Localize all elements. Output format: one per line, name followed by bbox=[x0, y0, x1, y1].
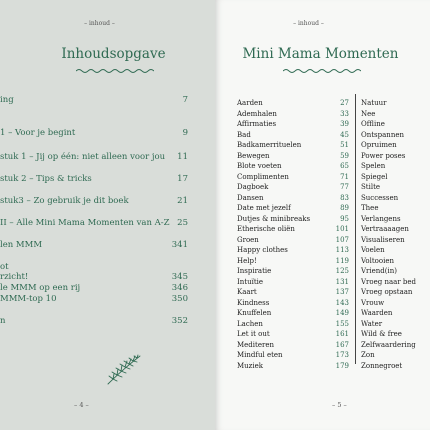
moment-entry[interactable] bbox=[237, 109, 349, 120]
moment-page: 95 bbox=[340, 214, 349, 223]
moment-word: Mediteren bbox=[237, 340, 274, 349]
column-divider bbox=[355, 94, 356, 364]
toc-entry-text: le MMM op een rij bbox=[0, 283, 81, 293]
moment-word: Complimenten bbox=[237, 172, 289, 181]
moment-word: Dansen bbox=[237, 193, 264, 202]
moment-page: 89 bbox=[340, 204, 349, 212]
toc-entry-page: 7 bbox=[182, 95, 188, 105]
toc-entry-text: 1 – Voor je begint bbox=[0, 128, 76, 138]
moment-page: 101 bbox=[335, 225, 349, 233]
moment-entry[interactable]: Vriend(in) bbox=[361, 267, 397, 275]
moment-entry[interactable]: Power poses bbox=[361, 151, 406, 160]
toc-entry-text: ing bbox=[0, 95, 14, 105]
moment-word: Bewegen bbox=[237, 151, 270, 160]
moment-page: 173 bbox=[335, 351, 349, 359]
moment-word: Dutjes & minibreaks bbox=[237, 214, 311, 223]
moment-page: 167 bbox=[335, 340, 349, 349]
moment-entry[interactable] bbox=[237, 319, 349, 330]
moment-page: 149 bbox=[335, 309, 349, 317]
moment-entry[interactable] bbox=[237, 193, 349, 204]
moment-word: Bad bbox=[237, 130, 251, 139]
wave-ornament-icon bbox=[76, 68, 154, 74]
moment-page: 119 bbox=[335, 256, 349, 265]
moment-page: 83 bbox=[340, 193, 349, 202]
moments-list-b bbox=[361, 98, 430, 371]
moment-entry[interactable] bbox=[237, 287, 349, 298]
moment-entry[interactable] bbox=[237, 130, 349, 141]
moment-entry[interactable]: Vroeg opstaan bbox=[361, 288, 413, 296]
moment-entry[interactable]: Ontspannen bbox=[361, 130, 404, 139]
moment-entry[interactable]: Zon bbox=[361, 351, 375, 359]
toc-entry-page: 350 bbox=[171, 294, 188, 304]
moment-entry[interactable] bbox=[237, 98, 349, 109]
moment-entry[interactable]: Wild & free bbox=[361, 330, 402, 338]
moment-word: Aarden bbox=[237, 99, 263, 107]
moment-entry[interactable] bbox=[237, 119, 349, 130]
moment-word: Lachen bbox=[237, 319, 263, 328]
moment-word: Happy clothes bbox=[237, 246, 288, 254]
moment-page: 131 bbox=[335, 277, 349, 286]
moment-entry[interactable]: Zonnegroet bbox=[361, 361, 403, 370]
moment-page: 161 bbox=[335, 330, 349, 338]
moment-entry[interactable]: Successen bbox=[361, 193, 399, 202]
moment-word: Kaart bbox=[237, 288, 257, 296]
left-page-title: Inhoudsopgave bbox=[61, 46, 166, 62]
moment-entry[interactable]: Stilte bbox=[361, 183, 381, 191]
moments-list-a bbox=[237, 98, 349, 371]
moment-entry[interactable]: Vertraaaagen bbox=[361, 225, 409, 233]
toc-entry-text: ot bbox=[0, 262, 9, 272]
moment-entry[interactable] bbox=[237, 266, 349, 277]
moment-page: 77 bbox=[340, 183, 349, 191]
moment-word: Intuïtie bbox=[237, 277, 264, 286]
moment-entry[interactable] bbox=[237, 161, 349, 172]
toc-entry-text: len MMM bbox=[0, 240, 43, 250]
moment-entry[interactable]: Visualiseren bbox=[361, 235, 405, 244]
moment-entry[interactable]: Zelfwaardering bbox=[361, 340, 416, 349]
moment-page: 65 bbox=[340, 162, 349, 170]
moment-page: 143 bbox=[335, 298, 349, 307]
moment-entry[interactable]: Nee bbox=[361, 109, 376, 118]
left-running-head: – inhoud – bbox=[84, 20, 115, 27]
toc-entry-page: 9 bbox=[182, 128, 188, 138]
moment-page: 125 bbox=[335, 267, 349, 275]
moment-entry[interactable] bbox=[237, 340, 349, 351]
moment-word: Let it out bbox=[237, 330, 270, 338]
toc-entry-text: MMM-top 10 bbox=[0, 294, 57, 304]
moment-entry[interactable] bbox=[237, 172, 349, 183]
toc-entry-page: 21 bbox=[177, 196, 188, 206]
moment-page: 179 bbox=[335, 361, 349, 370]
moment-word: Date met jezelf bbox=[237, 204, 291, 212]
moment-entry[interactable]: Natuur bbox=[361, 99, 387, 107]
moment-entry[interactable]: Vroeg naar bed bbox=[361, 277, 416, 286]
toc-entry-page: 345 bbox=[171, 272, 188, 282]
moment-entry[interactable]: Opruimen bbox=[361, 141, 397, 149]
toc-entry-page: 17 bbox=[177, 174, 188, 184]
toc-entry-page: 341 bbox=[171, 240, 188, 250]
moment-entry[interactable] bbox=[237, 182, 349, 193]
moment-page: 71 bbox=[340, 172, 349, 181]
moment-entry[interactable]: Verlangens bbox=[361, 214, 401, 223]
moment-entry[interactable] bbox=[237, 350, 349, 361]
moment-word: Knuffelen bbox=[237, 309, 272, 317]
toc-entry-page: 352 bbox=[171, 316, 188, 326]
moment-page: 51 bbox=[340, 141, 349, 149]
moment-entry[interactable]: Thee bbox=[361, 204, 379, 212]
moment-word: Muziek bbox=[237, 361, 263, 370]
moment-page: 45 bbox=[340, 130, 349, 139]
moment-entry[interactable] bbox=[237, 203, 349, 214]
moment-entry[interactable] bbox=[237, 224, 349, 235]
moment-entry[interactable] bbox=[237, 151, 349, 162]
moment-entry[interactable] bbox=[237, 140, 349, 151]
moment-page: 137 bbox=[335, 288, 349, 296]
moment-word: Help! bbox=[237, 256, 257, 265]
moment-entry[interactable]: Vrouw bbox=[361, 298, 385, 307]
moment-entry[interactable]: Water bbox=[361, 319, 383, 328]
moment-page: 113 bbox=[335, 246, 349, 254]
moment-entry[interactable]: Spiegel bbox=[361, 172, 388, 181]
moment-word: Groen bbox=[237, 235, 259, 244]
moment-page: 39 bbox=[340, 120, 349, 128]
moment-entry[interactable]: Waarden bbox=[361, 309, 393, 317]
toc-entry-page: 25 bbox=[177, 218, 188, 228]
moment-page: 59 bbox=[340, 151, 349, 160]
moment-page: 155 bbox=[335, 319, 349, 328]
moment-word: Affirmaties bbox=[237, 120, 277, 128]
moment-word: Etherische oliën bbox=[237, 225, 295, 233]
moment-entry[interactable] bbox=[237, 256, 349, 267]
moment-word: Inspiratie bbox=[237, 267, 272, 275]
fern-leaf-icon bbox=[104, 352, 144, 386]
right-page bbox=[215, 0, 430, 430]
toc-entry-page: 346 bbox=[171, 283, 188, 293]
left-page-number: – 4 – bbox=[74, 401, 89, 409]
moment-entry[interactable]: Voelen bbox=[361, 246, 385, 254]
moment-entry[interactable] bbox=[237, 245, 349, 256]
moment-entry[interactable] bbox=[237, 214, 349, 225]
moment-word: Mindful eten bbox=[237, 351, 283, 359]
moment-word: Ademhalen bbox=[237, 109, 277, 118]
moment-entry[interactable] bbox=[237, 308, 349, 319]
moment-word: Dagboek bbox=[237, 183, 269, 191]
moment-page: 33 bbox=[340, 109, 349, 118]
moment-entry[interactable] bbox=[237, 298, 349, 309]
moment-entry[interactable] bbox=[237, 361, 349, 372]
moment-entry[interactable]: Voltooien bbox=[361, 256, 394, 265]
right-page-title: Mini Mama Momenten bbox=[242, 46, 399, 62]
toc-entry-text: II – Alle Mini Mama Momenten van A-Z bbox=[0, 218, 170, 228]
right-running-head: – inhoud – bbox=[293, 20, 324, 27]
toc-entry-text: rzicht! bbox=[0, 272, 29, 282]
toc-entry-text: stuk3 – Zo gebruik je dit boek bbox=[0, 196, 129, 206]
toc-entry-text: stuk 2 – Tips & tricks bbox=[0, 174, 92, 184]
moment-entry[interactable] bbox=[237, 235, 349, 246]
toc-entry-page: 11 bbox=[177, 152, 188, 162]
moment-entry[interactable]: Offline bbox=[361, 120, 385, 128]
moment-word: Badkamerrituelen bbox=[237, 141, 302, 149]
toc-entry-text: n bbox=[0, 316, 6, 326]
right-page-number: – 5 – bbox=[332, 401, 347, 409]
moment-entry[interactable] bbox=[237, 329, 349, 340]
moment-word: Blote voeten bbox=[237, 162, 282, 170]
wave-ornament-icon bbox=[283, 68, 361, 74]
moment-word: Kindness bbox=[237, 298, 270, 307]
moment-entry[interactable]: Spelen bbox=[361, 162, 386, 170]
moment-page: 107 bbox=[335, 235, 349, 244]
toc-entry-text: stuk 1 – Jij op één: niet alleen voor jou bbox=[0, 152, 166, 162]
moment-entry[interactable] bbox=[237, 277, 349, 288]
moment-page: 27 bbox=[340, 99, 349, 107]
